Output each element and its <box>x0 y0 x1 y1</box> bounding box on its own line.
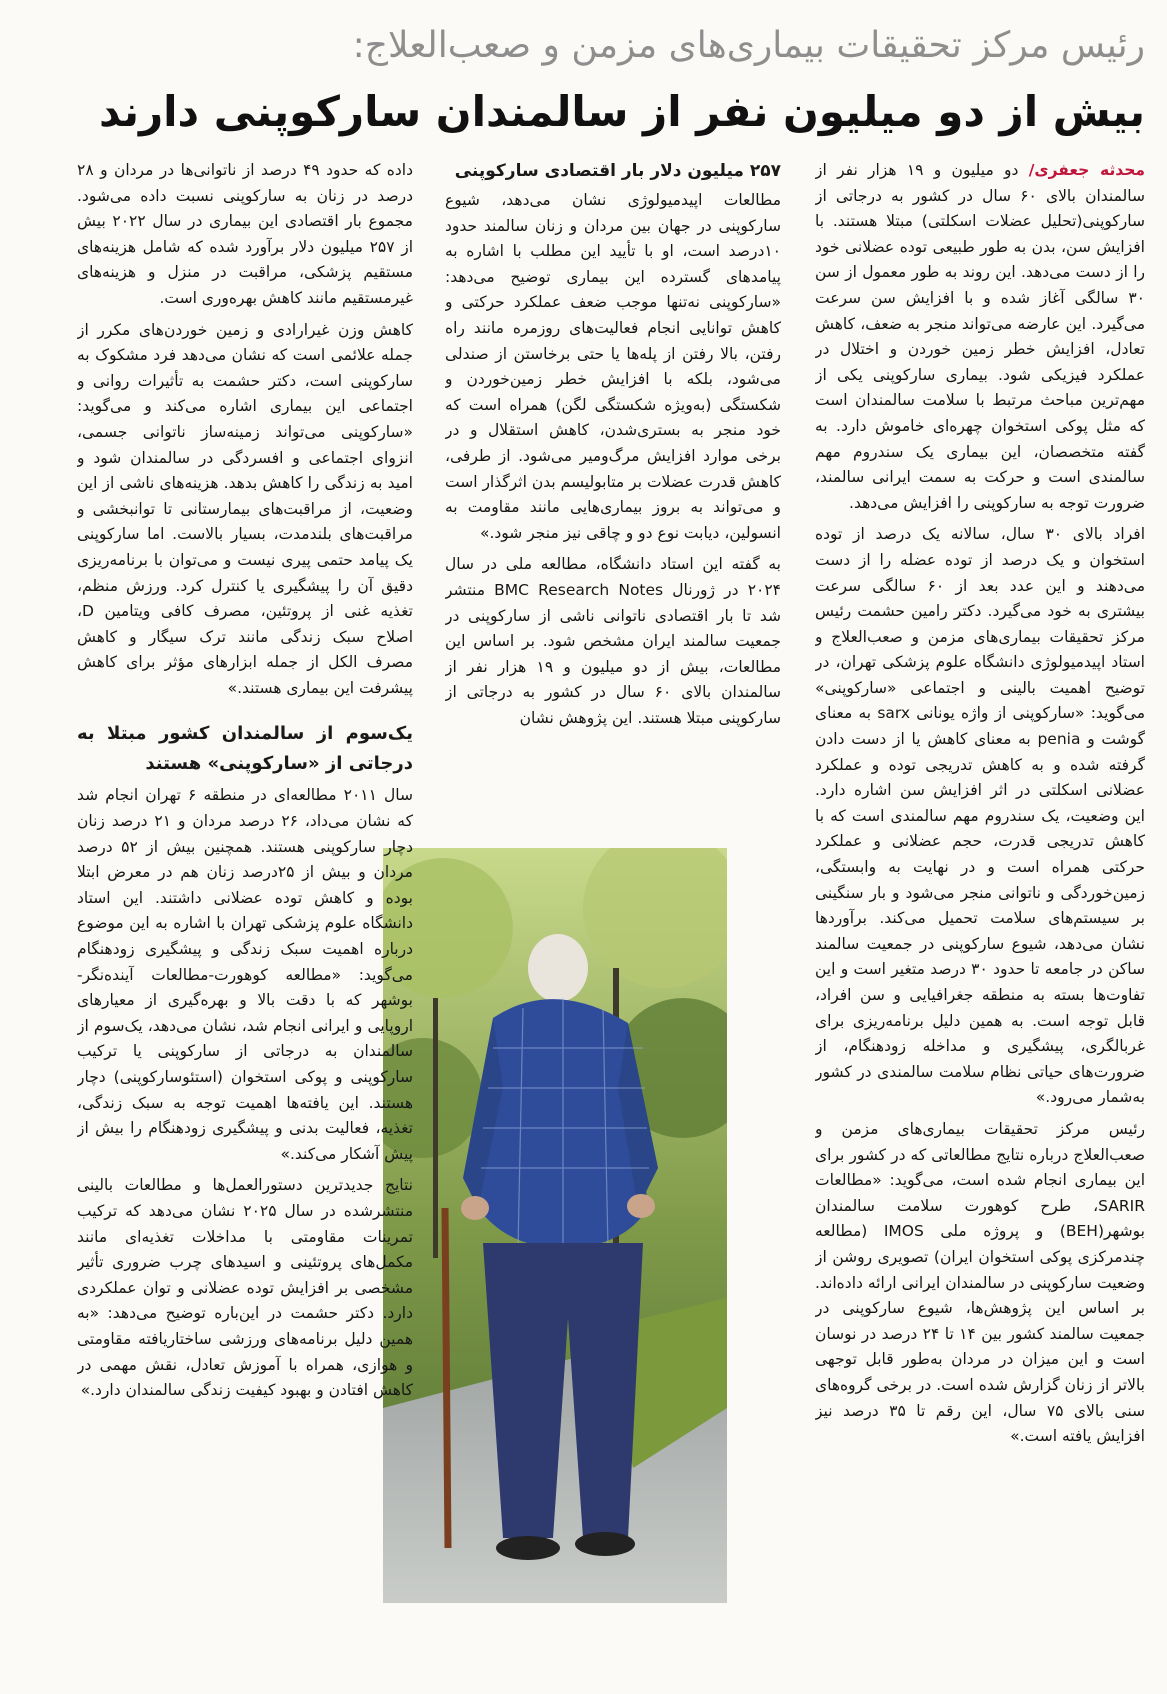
page-title: بیش از دو میلیون نفر از سالمندان سارکوپنی دارند <box>98 87 1145 136</box>
paragraph: نتایج جدیدترین دستورالعمل‌ها و مطالعات بالینی منتشرشده در سال ۲۰۲۵ نشان می‌دهد که ترکیب تمرینات مقاومتی با مداخلات تغذیه‌ای مانند مکمل‌های پروتئینی و اسیدهای چرب ضروری تأثیر مشخصی بر افزایش توده عضلانی و توان عملکردی دارد. دکتر حشمت در این‌باره توضیح می‌دهد: «به همین دلیل برنامه‌های ورزشی ساختاریافته مقاومتی و هوازی، همراه با آموزش تعادل، نقش مهمی در کاهش افتادن و بهبود کیفیت زندگی سالمندان دارد.» <box>77 1176 413 1400</box>
article-photo <box>383 848 727 1603</box>
paragraph <box>815 158 1145 516</box>
kicker: رئیس مرکز تحقیقات بیماری‌های مزمن و صعب‌العلاج: <box>352 25 1145 66</box>
article-column-2 <box>445 158 781 818</box>
section-subheading: ۲۵۷ میلیون دلار بار اقتصادی سارکوپنی <box>454 161 781 181</box>
paragraph-text: دو میلیون و ۱۹ هزار نفر از سالمندان بالای ۶۰ سال در کشور به درجاتی از سارکوپنی(تحلیل عضلات اسکلتی) مبتلا هستند. با افزایش سن، بدن به طور طبیعی توده عضلانی خود را از دست می‌دهد. این روند به طور معمول از سن ۳۰ سالگی آغاز شده و با افزایش سن سرعت می‌گیرد. این عارضه می‌تواند منجر به ضعف، کاهش تعادل، افزایش خطر زمین خوردن و اختلال در عملکرد فیزیکی شود. بیماری سارکوپنی یکی از مهم‌ترین مباحث مرتبط با سلامت سالمندان است که مثل پوکی استخوان چهره‌ای خاموش دارد. به گفته متخصصان، این بیماری یک سندروم مهم سالمندی است و حرکت به سمت ایرانی سالمند، ضرورت توجه به سارکوپنی را افزایش می‌دهد. <box>815 161 1145 512</box>
article-column-3 <box>77 158 413 1658</box>
paragraph: رئیس مرکز تحقیقات بیماری‌های مزمن و صعب‌العلاج درباره نتایج مطالعاتی که در کشور برای این بیماری انجام شده است، می‌گوید: «مطالعات SARIR، طرح کوهورت سلامت سالمندان بوشهر(BEH) و پروژه ملی IMOS (مطالعه چندمرکزی پوکی استخوان ایران) تصویری روشن از وضعیت سارکوپنی در سالمندان ایرانی ارائه داده‌اند. بر اساس این پژوهش‌ها، شیوع سارکوپنی در جمعیت سالمند کشور بین ۱۴ تا ۲۴ درصد در نوسان است و این میزان در مردان به‌طور قابل توجهی بالاتر از زنان گزارش شده است. در برخی گروه‌های سنی بالای ۷۵ سال، این رقم تا ۳۵ درصد نیز افزایش یافته است.» <box>815 1119 1145 1446</box>
paragraph: مطالعات اپیدمیولوژی نشان می‌دهد، شیوع سارکوپنی در جهان بین مردان و زنان سالمند حدود ۱۰درصد است، او با تأیید این مطلب با اشاره به پیامدهای گسترده این بیماری توضیح می‌دهد: «سارکوپنی نه‌تنها موجب ضعف عملکرد حرکتی و کاهش توانایی انجام فعالیت‌های روزمره مانند راه رفتن، بالا رفتن از پله‌ها یا حتی برخاستن از صندلی می‌شود، بلکه با افزایش خطر زمین‌خوردن و شکستگی (به‌ویژه شکستگی لگن) همراه است که خود منجر به بستری‌شدن، کاهش استقلال و در برخی موارد افزایش مرگ‌ومیر می‌شود. از طرفی، کاهش قدرت عضلات بر متابولیسم بدن اثرگذار است و می‌تواند به بروز بیماری‌هایی مانند مقاومت به انسولین، دیابت نوع دو و چاقی نیز منجر شود.» <box>445 191 781 542</box>
paragraph: افراد بالای ۳۰ سال، سالانه یک درصد از توده استخوان و یک درصد از توده عضله را از دست می‌دهند و این عدد بعد از ۶۰ سالگی سرعت بیشتری به خود می‌گیرد. دکتر رامین حشمت رئیس مرکز تحقیقات بیماری‌های مزمن و صعب‌العلاج و استاد اپیدمیولوژی دانشگاه علوم پزشکی تهران، در توضیح اهمیت بالینی و اجتماعی «سارکوپنی» می‌گوید: «سارکوپنی از واژه یونانی sarx به معنای گوشت و penia به معنای کاهش یا از دست دادن گرفته شده و به کاهش تدریجی توده و عملکرد عضلانی اسکلتی در اثر افزایش سن اشاره دارد. این وضعیت، یک سندروم مهم سالمندی است که با کاهش تدریجی قدرت، حجم عضلانی و عملکرد حرکتی همراه است و در نهایت به وابستگی، زمین‌خوردگی و ناتوانی منجر می‌شود و بار سنگینی بر سیستم‌های سلامت تحمیل می‌کند. برآوردها نشان می‌دهد، شیوع سارکوپنی در جمعیت سالمند ساکن در جامعه تا حدود ۳۰ درصد متغیر است و این تفاوت‌ها بسته به منطقه جغرافیایی و سن افراد، قابل توجه است. به همین دلیل برنامه‌ریزی برای غربالگری، پیشگیری و مداخله زودهنگام، از ضرورت‌های حیاتی نظام سلامت سالمندی در کشور به‌شمار می‌رود.» <box>815 525 1145 1107</box>
paragraph: داده که حدود ۴۹ درصد از ناتوانی‌ها در مردان و ۲۸ درصد در زنان به سارکوپنی نسبت داده می‌شود. مجموع بار اقتصادی این بیماری در سال ۲۰۲۲ بیش از ۲۵۷ میلیون دلار برآورد شده که شامل هزینه‌های مستقیم پزشکی، مراقبت در منزل و هزینه‌های غیرمستقیم مانند کاهش بهره‌وری است. <box>77 161 413 307</box>
paragraph: کاهش وزن غیرارادی و زمین خوردن‌های مکرر از جمله علائمی است که نشان می‌دهد فرد مشکوک به سارکوپنی است، دکتر حشمت به تأثیرات روانی و اجتماعی این بیماری اشاره می‌کند و می‌گوید: «سارکوپنی می‌تواند زمینه‌ساز ناتوانی جسمی، انزوای اجتماعی و افسردگی در سالمندان شود و امید به زندگی را کاهش بدهد. هزینه‌های ناشی از این وضعیت، از مراقبت‌های بیمارستانی تا توانبخشی و مراقبت‌های بلندمدت، بسیار بالاست. اما سارکوپنی یک پیامد حتمی پیری نیست و می‌توان با برنامه‌ریزی دقیق آن را پیشگیری یا کنترل کرد. ورزش منظم، تغذیه غنی از پروتئین، مصرف کافی ویتامین D، اصلاح سبک زندگی مانند ترک سیگار و کاهش مصرف الکل از جمله ابزارهای مؤثر برای کاهش پیشرفت این بیماری هستند.» <box>77 320 413 697</box>
paragraph: سال ۲۰۱۱ مطالعه‌ای در منطقه ۶ تهران انجام شد که نشان می‌داد، ۲۶ درصد مردان و ۲۱ درصد زنان دچار سارکوپنی هستند. همچنین بیش از ۵۲ درصد مردان و بیش از ۲۵درصد زنان هم در معرض ابتلا بوده و کاهش توده عضلانی داشتند. این استاد دانشگاه علوم پزشکی تهران با اشاره به این موضوع درباره اهمیت سبک زندگی و پیشگیری زودهنگام می‌گوید: «مطالعه کوهورت-مطالعات آینده‌نگر- بوشهر که با دقت بالا و بهره‌گیری از معیارهای اروپایی و ایرانی انجام شد، نشان می‌دهد، یک‌سوم از سالمندان به درجاتی از سارکوپنی یا ترکیب سارکوپنی و پوکی استخوان (استئوسارکوپنی) دچار هستند. این یافته‌ها اهمیت توجه به سبک زندگی، تغذیه، فعالیت بدنی و پیشگیری زودهنگام را بیش از پیش آشکار می‌کند.» <box>77 786 413 1163</box>
byline: محدثه جعفری/ <box>1028 161 1145 179</box>
paragraph: به گفته این استاد دانشگاه، مطالعه ملی در سال ۲۰۲۴ در ژورنال BMC Research Notes منتشر شد تا بار اقتصادی ناتوانی ناشی از سارکوپنی در جمعیت سالمند ایران مشخص شود. بر اساس این مطالعات، بیش از دو میلیون و ۱۹ هزار نفر از سالمندان بالای ۶۰ سال در کشور به درجاتی از سارکوپنی مبتلا هستند. این پژوهش نشان <box>445 555 781 727</box>
elderly-man-with-cane-photo <box>383 848 727 1603</box>
article-column-1 <box>815 158 1145 1658</box>
section-subheading: یک‌سوم از سالمندان کشور مبتلا به درجاتی از «سارکوپنی» هستند <box>77 723 413 775</box>
